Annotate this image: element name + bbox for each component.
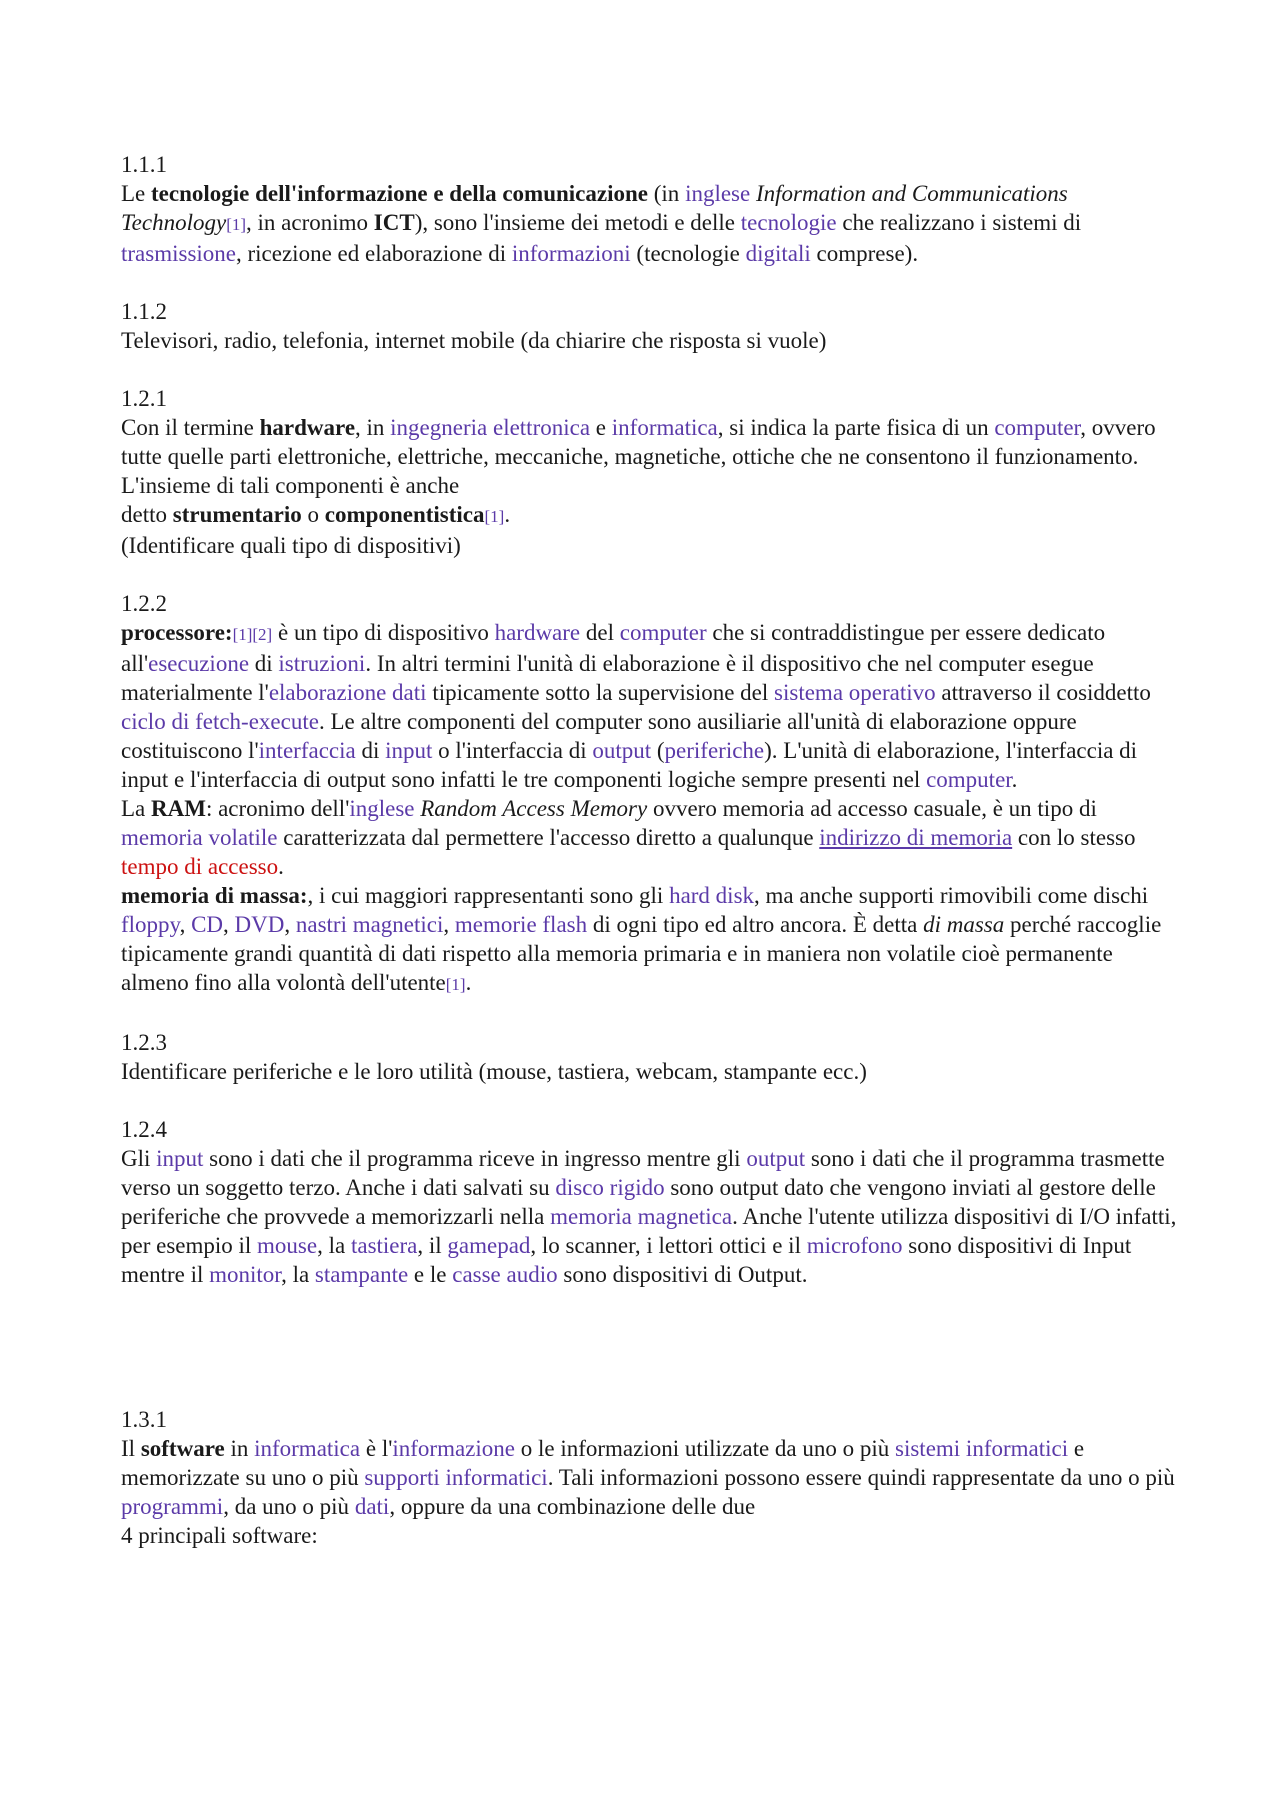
link-cd[interactable]: CD: [191, 912, 224, 937]
link-output[interactable]: output: [746, 1146, 806, 1171]
link-disco-rigido[interactable]: disco rigido: [555, 1175, 665, 1200]
reference-link[interactable]: [1]: [484, 507, 505, 526]
text: .: [465, 970, 472, 995]
text: che realizzano i sistemi di: [836, 210, 1082, 235]
note-identify-devices: (Identificare quali tipo di dispositivi): [121, 533, 461, 558]
text: La: [121, 796, 152, 821]
text: . Anche l'utente utilizza dispositivi di I/O infatti, per esempio il: [121, 1204, 1177, 1258]
link-sistemi-informatici[interactable]: sistemi informatici: [895, 1436, 1069, 1461]
text: . In altri termini l'unità di elaborazione è il dispositivo che nel computer esegue materialmente l': [121, 651, 1094, 705]
text: è l': [360, 1436, 393, 1461]
term-bold: strumentario: [172, 502, 302, 527]
text: . Le altre componenti del computer sono ausiliarie all'unità di elaborazione oppure costituiscono l': [121, 709, 1077, 763]
link-memoria-volatile[interactable]: memoria volatile: [121, 825, 278, 850]
section-number-1-1-2: 1.1.2: [121, 299, 167, 324]
link-microfono[interactable]: microfono: [806, 1233, 903, 1258]
link-esecuzione[interactable]: esecuzione: [148, 651, 250, 676]
text: o le informazioni utilizzate da uno o più: [514, 1436, 896, 1461]
text: , da uno o più: [223, 1494, 355, 1519]
link-computer[interactable]: computer: [994, 415, 1081, 440]
text: e: [590, 415, 612, 440]
text: sono dispositivi di Input mentre il: [121, 1233, 1132, 1287]
section-number-1-3-1: 1.3.1: [121, 1407, 167, 1432]
text: , ma anche supporti rimovibili come dischi: [754, 883, 1149, 908]
text: , ovvero tutte quelle parti elettroniche, elettriche, meccaniche, magnetiche, ottiche che ne consentono il funzionamento. L'insieme di tali componenti è anche: [121, 415, 1156, 498]
paragraph-periferiche: Identificare periferiche e le loro utilità (mouse, tastiera, webcam, stampante ecc.): [121, 1059, 867, 1084]
text: o: [301, 502, 325, 527]
text: comprese).: [810, 241, 919, 266]
link-inglese[interactable]: inglese: [349, 796, 415, 821]
text: ovvero memoria ad accesso casuale, è un tipo di: [647, 796, 1097, 821]
link-informatica[interactable]: informatica: [254, 1436, 361, 1461]
reference-link[interactable]: [1]: [445, 975, 466, 994]
text: , in: [355, 415, 391, 440]
link-supporti-informatici[interactable]: supporti informatici: [364, 1465, 548, 1490]
link-memorie-flash[interactable]: memorie flash: [454, 912, 588, 937]
text: del: [580, 620, 620, 645]
link-inglese[interactable]: inglese: [685, 181, 751, 206]
paragraph-ram: [121, 794, 1181, 881]
link-tecnologie[interactable]: tecnologie: [740, 210, 837, 235]
reference-link[interactable]: [1]: [226, 215, 247, 234]
link-mouse[interactable]: mouse: [257, 1233, 318, 1258]
text: con lo stesso: [1012, 825, 1136, 850]
term-italic: Information and Communications Technology: [121, 181, 1068, 235]
text: ), sono l'insieme dei metodi e delle: [414, 210, 741, 235]
text: perché raccoglie tipicamente grandi quantità di dati rispetto alla memoria primaria e in maniera non volatile cioè permanente almeno fino alla volontà dell'utente: [121, 912, 1162, 995]
link-ciclo-fetch-execute[interactable]: ciclo di fetch-execute: [121, 709, 319, 734]
text: .: [278, 854, 284, 879]
text: in: [224, 1436, 255, 1461]
link-sistema-operativo[interactable]: sistema operativo: [774, 680, 936, 705]
text: sono i dati che il programma riceve in ingresso mentre gli: [203, 1146, 747, 1171]
link-hardware[interactable]: hardware: [494, 620, 581, 645]
term-bold: hardware: [259, 415, 356, 440]
section-number-1-2-4: 1.2.4: [121, 1117, 167, 1142]
link-casse-audio[interactable]: casse audio: [452, 1262, 558, 1287]
paragraph-ict: [121, 179, 1181, 268]
section-number-1-2-3: 1.2.3: [121, 1030, 167, 1055]
text: . Tali informazioni possono essere quindi rappresentate da uno o più: [547, 1465, 1175, 1490]
link-informatica[interactable]: informatica: [611, 415, 718, 440]
text: , oppure da una combinazione delle due: [389, 1494, 756, 1519]
text: ,: [443, 912, 455, 937]
text: sono output dato che vengono inviati al gestore delle periferiche che provvede a memorizzarli nella: [121, 1175, 1156, 1229]
text: ,: [223, 912, 235, 937]
text: di: [249, 651, 279, 676]
paragraph-processore: [121, 618, 1181, 794]
link-dvd[interactable]: DVD: [234, 912, 285, 937]
paragraph-devices: Televisori, radio, telefonia, internet mobile (da chiarire che risposta si vuole): [121, 328, 827, 353]
text: ,: [179, 912, 192, 937]
link-memoria-magnetica[interactable]: memoria magnetica: [550, 1204, 733, 1229]
link-istruzioni[interactable]: istruzioni: [278, 651, 366, 676]
link-input[interactable]: input: [156, 1146, 204, 1171]
spacer: [121, 355, 1181, 384]
text: Con il termine: [121, 415, 260, 440]
text: Le: [121, 181, 152, 206]
link-dati[interactable]: dati: [354, 1494, 390, 1519]
link-monitor[interactable]: monitor: [209, 1262, 282, 1287]
text: attraverso il cosiddetto: [935, 680, 1151, 705]
link-interfaccia[interactable]: interfaccia: [258, 738, 356, 763]
term-bold: software: [140, 1436, 225, 1461]
spacer: [121, 1086, 1181, 1115]
text: (: [651, 738, 665, 763]
term-bold: processore:: [121, 620, 233, 645]
link-input[interactable]: input: [385, 738, 433, 763]
text: , ricezione ed elaborazione di: [236, 241, 512, 266]
paragraph-software: [121, 1434, 1181, 1521]
section-number-1-2-2: 1.2.2: [121, 591, 167, 616]
link-floppy[interactable]: floppy: [121, 912, 180, 937]
link-ingegneria-elettronica[interactable]: ingegneria elettronica: [390, 415, 591, 440]
text: Il: [121, 1436, 141, 1461]
term-bold: componentistica: [324, 502, 485, 527]
paragraph-software-list-intro: 4 principali software:: [121, 1523, 318, 1548]
text: che si contraddistingue per essere dedicato all': [121, 620, 1106, 676]
link-informazione[interactable]: informazione: [392, 1436, 515, 1461]
text: Gli: [121, 1146, 157, 1171]
term-bold: ICT: [373, 210, 415, 235]
text: di ogni tipo ed altro ancora. È detta: [587, 912, 924, 937]
text: ). L'unità di elaborazione, l'interfaccia di input e l'interfaccia di output sono infatti le tre componenti logiche sempre presenti nel: [121, 738, 1138, 792]
term-italic: Random Access Memory: [420, 796, 648, 821]
term-bold: memoria di massa:: [121, 883, 308, 908]
section-number-1-2-1: 1.2.1: [121, 386, 167, 411]
text: e le: [408, 1262, 453, 1287]
link-gamepad[interactable]: gamepad: [447, 1233, 531, 1258]
text: (tecnologie: [630, 241, 746, 266]
spacer: [121, 999, 1181, 1028]
link-hard-disk[interactable]: hard disk: [669, 883, 755, 908]
text: detto: [121, 502, 173, 527]
term-bold: tecnologie dell'informazione e della comunicazione: [151, 181, 648, 206]
spacer: [121, 1289, 1181, 1405]
term-italic: di massa: [923, 912, 1005, 937]
text: e memorizzate su uno o più: [121, 1436, 1085, 1490]
link-trasmissione[interactable]: trasmissione: [121, 241, 236, 266]
text: : acronimo dell': [205, 796, 350, 821]
spacer: [121, 268, 1181, 297]
text: , si indica la parte fisica di un: [717, 415, 995, 440]
text: , lo scanner, i lettori ottici e il: [530, 1233, 807, 1258]
link-computer[interactable]: computer: [926, 767, 1012, 792]
text: , la: [317, 1233, 351, 1258]
text: è un tipo di dispositivo: [272, 620, 495, 645]
link-periferiche[interactable]: periferiche: [664, 738, 765, 763]
paragraph-memoria-di-massa: [121, 881, 1181, 999]
text: , i cui maggiori rappresentanti sono gli: [307, 883, 670, 908]
term-bold: RAM: [151, 796, 206, 821]
paragraph-hardware: [121, 413, 1181, 531]
link-indirizzo-di-memoria[interactable]: indirizzo di memoria: [819, 825, 1013, 850]
link-tempo-di-accesso[interactable]: tempo di accesso: [121, 854, 279, 879]
paragraph-input-output: [121, 1144, 1181, 1289]
text: (in: [648, 181, 686, 206]
spacer: [121, 560, 1181, 589]
text: sono i dati che il programma trasmette verso un soggetto terzo. Anche i dati salvati su: [121, 1146, 1165, 1200]
text: caratterizzata dal permettere l'accesso diretto a qualunque: [277, 825, 820, 850]
link-nastri-magnetici[interactable]: nastri magnetici: [295, 912, 444, 937]
link-informazioni[interactable]: informazioni: [511, 241, 631, 266]
section-number-1-1-1: 1.1.1: [121, 152, 167, 177]
link-stampante[interactable]: stampante: [314, 1262, 409, 1287]
text: , il: [417, 1233, 448, 1258]
link-tastiera[interactable]: tastiera: [350, 1233, 418, 1258]
document-body: [121, 150, 1181, 1550]
text: o l'interfaccia di: [432, 738, 593, 763]
text: ,: [284, 912, 296, 937]
text: , in acronimo: [246, 210, 374, 235]
text: sono dispositivi di Output.: [557, 1262, 808, 1287]
link-programmi[interactable]: programmi: [121, 1494, 224, 1519]
link-output[interactable]: output: [592, 738, 652, 763]
text: .: [1011, 767, 1018, 792]
reference-link[interactable]: [1][2]: [232, 625, 273, 644]
text: .: [504, 502, 511, 527]
link-digitali[interactable]: digitali: [745, 241, 811, 266]
text: di: [355, 738, 386, 763]
text: , la: [281, 1262, 315, 1287]
link-elaborazione-dati[interactable]: elaborazione dati: [268, 680, 427, 705]
link-computer[interactable]: computer: [619, 620, 707, 645]
text: tipicamente sotto la supervisione del: [426, 680, 775, 705]
